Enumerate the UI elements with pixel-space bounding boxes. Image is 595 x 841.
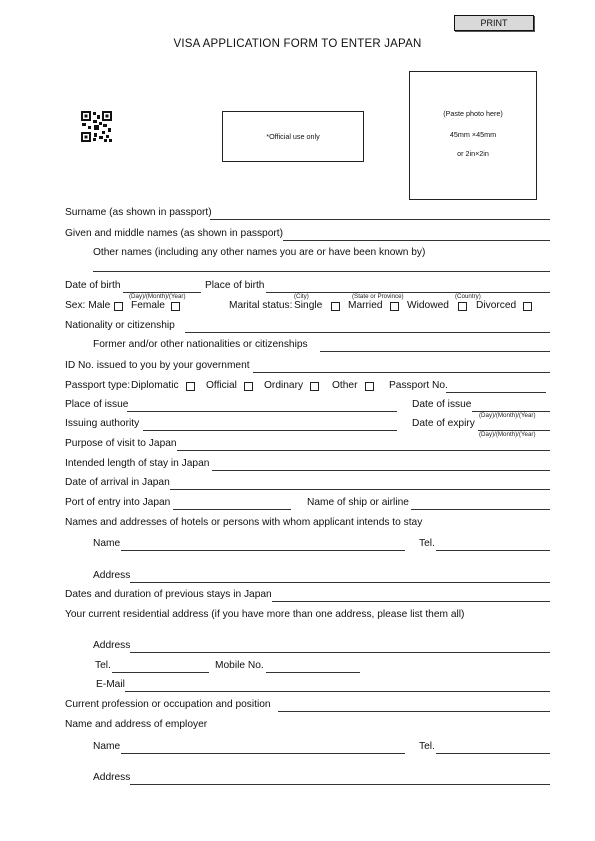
place-of-issue-field[interactable] xyxy=(127,411,397,412)
expiry-format-hint: (Day)/(Month)/(Year) xyxy=(479,431,536,438)
country-hint: (Country) xyxy=(455,293,481,300)
married-label: Married xyxy=(348,300,383,311)
marital-divorced-checkbox[interactable] xyxy=(523,302,532,311)
employer-name-label: Name xyxy=(93,741,121,752)
residential-address-sublabel: Address xyxy=(93,640,131,651)
sex-label: Sex: Male xyxy=(65,300,111,311)
passport-no-label: Passport No. xyxy=(389,380,448,391)
date-of-arrival-label: Date of arrival in Japan xyxy=(65,477,170,488)
employer-tel-field[interactable] xyxy=(436,753,550,754)
email-label: E-Mail xyxy=(96,679,125,690)
marital-married-checkbox[interactable] xyxy=(390,302,399,311)
marital-single-checkbox[interactable] xyxy=(331,302,340,311)
mobile-field[interactable] xyxy=(266,672,360,673)
nationality-field[interactable] xyxy=(185,332,550,333)
passport-ordinary-checkbox[interactable] xyxy=(310,382,319,391)
email-field[interactable] xyxy=(125,691,550,692)
port-of-entry-label: Port of entry into Japan xyxy=(65,497,171,508)
port-of-entry-field[interactable] xyxy=(173,509,291,510)
divorced-label: Divorced xyxy=(476,300,517,311)
profession-label: Current profession or occupation and position xyxy=(65,699,271,710)
marital-label: Marital status: xyxy=(229,300,293,311)
hotel-address-label: Address xyxy=(93,570,131,581)
photo-box xyxy=(409,71,537,200)
print-button[interactable]: PRINT xyxy=(454,15,534,31)
employer-label: Name and address of employer xyxy=(65,719,208,730)
official-use-label: *Official use only xyxy=(266,132,320,141)
hotel-name-label: Name xyxy=(93,538,121,549)
passport-type-label: Passport type: xyxy=(65,380,131,391)
residential-tel-field[interactable] xyxy=(112,672,209,673)
length-of-stay-label: Intended length of stay in Japan xyxy=(65,458,210,469)
surname-field[interactable] xyxy=(210,219,550,220)
ordinary-label: Ordinary xyxy=(264,380,304,391)
hotel-name-field[interactable] xyxy=(121,550,405,551)
date-of-issue-label: Date of issue xyxy=(412,399,472,410)
employer-name-field[interactable] xyxy=(121,753,405,754)
date-of-expiry-label: Date of expiry xyxy=(412,418,475,429)
residential-tel-label: Tel. xyxy=(95,660,111,671)
passport-other-checkbox[interactable] xyxy=(365,382,374,391)
nationality-label: Nationality or citizenship xyxy=(65,320,175,331)
given-names-label: Given and middle names (as shown in passport) xyxy=(65,228,284,239)
pob-label: Place of birth xyxy=(205,280,265,291)
passport-official-checkbox[interactable] xyxy=(244,382,253,391)
place-of-issue-label: Place of issue xyxy=(65,399,129,410)
date-of-arrival-field[interactable] xyxy=(170,489,550,490)
dob-label: Date of birth xyxy=(65,280,121,291)
former-nationality-field[interactable] xyxy=(320,351,550,352)
issuing-authority-field[interactable] xyxy=(143,430,397,431)
purpose-label: Purpose of visit to Japan xyxy=(65,438,177,449)
residential-address-field[interactable] xyxy=(130,652,550,653)
other-names-label: Other names (including any other names you are or have been known by) xyxy=(93,247,426,258)
diplomatic-label: Diplomatic xyxy=(131,380,179,391)
previous-stays-field[interactable] xyxy=(272,601,550,602)
sex-male-checkbox[interactable] xyxy=(114,302,123,311)
id-no-field[interactable] xyxy=(253,372,550,373)
marital-widowed-checkbox[interactable] xyxy=(458,302,467,311)
issue-format-hint: (Day)/(Month)/(Year) xyxy=(479,412,536,419)
hotel-address-field[interactable] xyxy=(130,582,550,583)
hotel-tel-label: Tel. xyxy=(419,538,435,549)
profession-field[interactable] xyxy=(278,711,550,712)
employer-tel-label: Tel. xyxy=(419,741,435,752)
state-hint: (State or Province) xyxy=(352,293,404,300)
employer-address-field[interactable] xyxy=(130,784,550,785)
single-label: Single xyxy=(294,300,323,311)
issuing-authority-label: Issuing authority xyxy=(65,418,140,429)
city-hint: (City) xyxy=(294,293,309,300)
purpose-field[interactable] xyxy=(177,450,550,451)
sex-female-checkbox[interactable] xyxy=(171,302,180,311)
hotel-tel-field[interactable] xyxy=(436,550,550,551)
surname-label: Surname (as shown in passport) xyxy=(65,207,212,218)
other-label: Other xyxy=(332,380,358,391)
qr-code-icon xyxy=(81,111,112,142)
form-title: VISA APPLICATION FORM TO ENTER JAPAN xyxy=(173,38,422,50)
other-names-field[interactable] xyxy=(93,271,550,272)
employer-address-label: Address xyxy=(93,772,131,783)
passport-no-field[interactable] xyxy=(446,392,546,393)
official-label: Official xyxy=(206,380,237,391)
ship-airline-label: Name of ship or airline xyxy=(307,497,409,508)
widowed-label: Widowed xyxy=(407,300,449,311)
mobile-label: Mobile No. xyxy=(215,660,264,671)
length-of-stay-field[interactable] xyxy=(212,470,550,471)
given-names-field[interactable] xyxy=(283,240,550,241)
previous-stays-label: Dates and duration of previous stays in Japan xyxy=(65,589,272,600)
photo-size-mm: 45mm ×45mm xyxy=(449,130,497,139)
official-use-box xyxy=(222,111,364,162)
id-no-label: ID No. issued to you by your government xyxy=(65,360,250,371)
ship-airline-field[interactable] xyxy=(411,509,550,510)
photo-paste-label: (Paste photo here) xyxy=(443,109,503,118)
female-label: Female xyxy=(131,300,165,311)
photo-size-in: or 2in×2in xyxy=(457,149,489,158)
former-nationality-label: Former and/or other nationalities or citizenships xyxy=(93,339,308,350)
residential-address-label: Your current residential address (if you have more than one address, please list them all) xyxy=(65,609,465,620)
passport-diplomatic-checkbox[interactable] xyxy=(186,382,195,391)
dob-format-hint: (Day)/(Month)/(Year) xyxy=(129,293,186,300)
hotels-label: Names and addresses of hotels or persons with whom applicant intends to stay xyxy=(65,517,423,528)
